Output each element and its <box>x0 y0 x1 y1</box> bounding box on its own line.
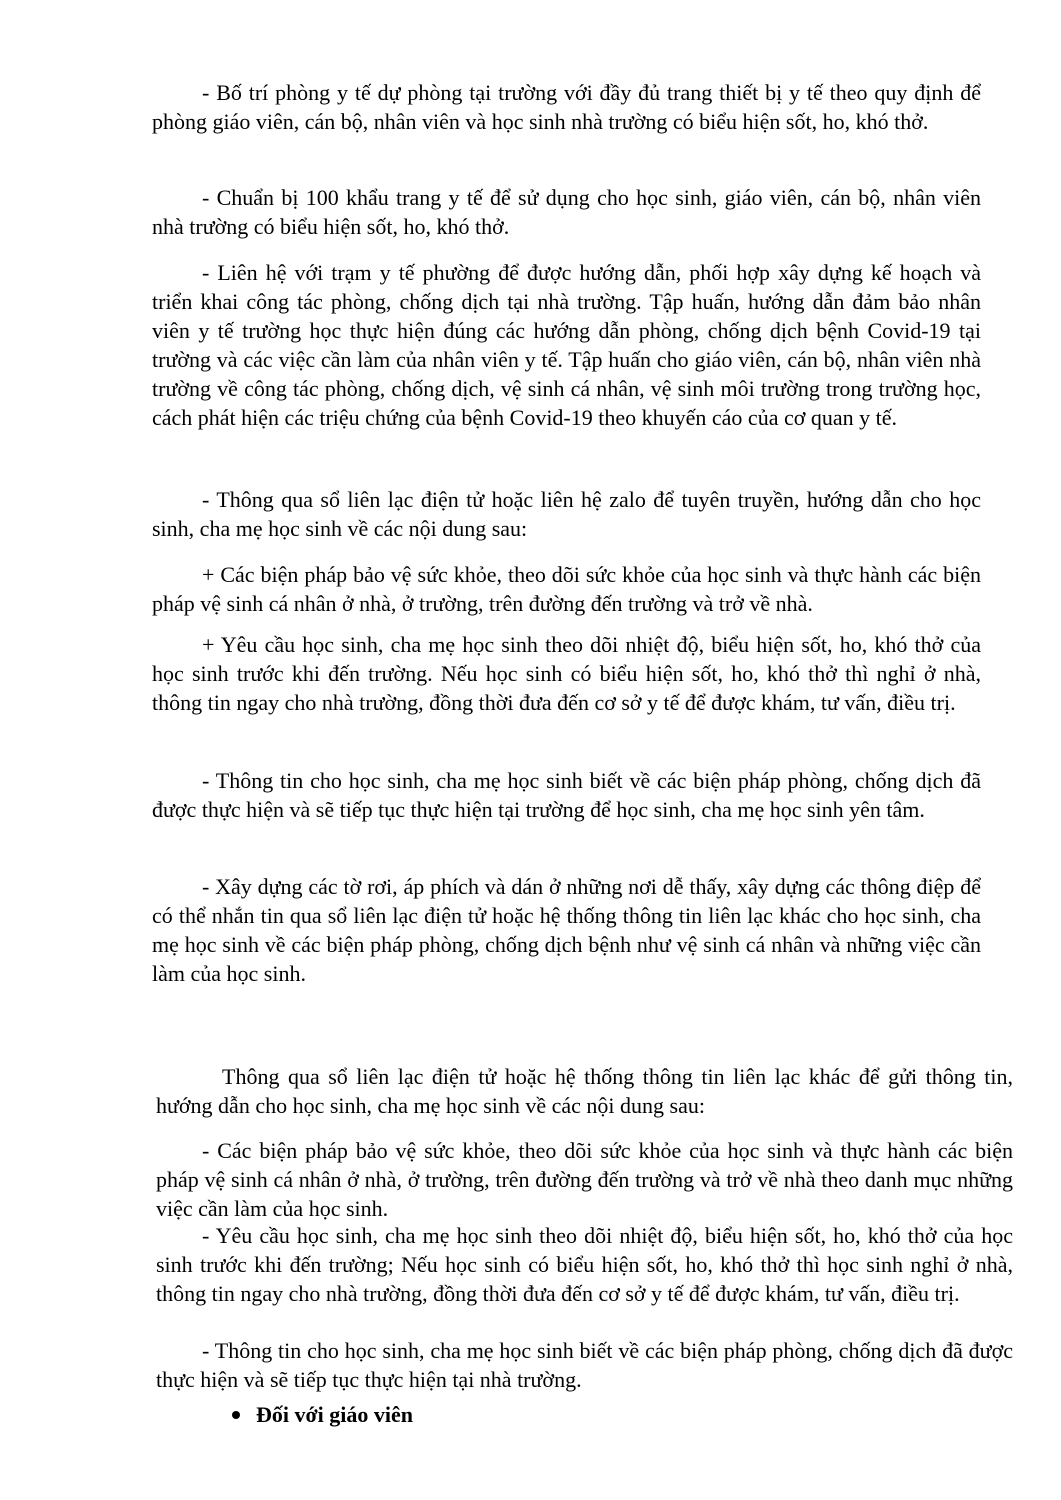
paragraph-temperature-monitoring: + Yêu cầu học sinh, cha mẹ học sinh theo dõi nhiệt độ, biểu hiện sốt, ho, khó thở của học sinh trước khi đến trường. Nếu học sinh có biểu hiện sốt, ho, khó thở thì nghỉ ở nhà, thông tin ngay cho nhà trường, đồng thời đưa đến cơ sở y tế để được khám, tư vấn, điều trị. <box>152 632 981 715</box>
teachers-heading-text: Đối với giáo viên <box>256 1402 414 1427</box>
paragraph-intro-electronic-contact: Thông qua sổ liên lạc điện tử hoặc hệ thống thông tin liên lạc khác để gửi thông tin, hướng dẫn cho học sinh, cha mẹ học sinh về các nội dung sau: <box>156 1064 1013 1118</box>
bullet-icon <box>232 1411 240 1419</box>
paragraph-face-masks: - Chuẩn bị 100 khẩu trang y tế để sử dụng cho học sinh, giáo viên, cán bộ, nhân viên nhà trường có biểu hiện sốt, ho, khó thở. <box>152 185 981 239</box>
teachers-heading <box>232 1400 413 1429</box>
paragraph-health-protection: + Các biện pháp bảo vệ sức khỏe, theo dõi sức khỏe của học sinh và thực hành các biện pháp vệ sinh cá nhân ở nhà, ở trường, trên đường đến trường và trở về nhà. <box>152 562 981 616</box>
paragraph-inform-students: - Thông tin cho học sinh, cha mẹ học sinh biết về các biện pháp phòng, chống dịch đã được thực hiện và sẽ tiếp tục thực hiện tại trường để học sinh, cha mẹ học sinh yên tâm. <box>152 768 981 822</box>
list-item-health-protection: - Các biện pháp bảo vệ sức khỏe, theo dõi sức khỏe của học sinh và thực hành các biện pháp vệ sinh cá nhân ở nhà, ở trường, trên đường đến trường và trở về nhà theo danh mục những việc cần làm của học sinh. <box>156 1138 1013 1221</box>
paragraph-leaflets: - Xây dựng các tờ rơi, áp phích và dán ở những nơi dễ thấy, xây dựng các thông điệp để có thể nhắn tin qua sổ liên lạc điện tử hoặc hệ thống thông tin liên lạc khác cho học sinh, cha mẹ học sinh về các biện pháp phòng, chống dịch bệnh như vệ sinh cá nhân và những việc cần làm của học sinh. <box>152 874 981 986</box>
list-item-inform: - Thông tin cho học sinh, cha mẹ học sinh biết về các biện pháp phòng, chống dịch đã được thực hiện và sẽ tiếp tục thực hiện tại nhà trường. <box>156 1338 1013 1392</box>
paragraph-communication: - Thông qua sổ liên lạc điện tử hoặc liên hệ zalo để tuyên truyền, hướng dẫn cho học sinh, cha mẹ học sinh về các nội dung sau: <box>152 487 981 541</box>
list-item-temperature: - Yêu cầu học sinh, cha mẹ học sinh theo dõi nhiệt độ, biểu hiện sốt, ho, khó thở của học sinh trước khi đến trường; Nếu học sinh có biểu hiện sốt, ho, khó thở thì học sinh nghỉ ở nhà, thông tin ngay cho nhà trường, đồng thời đưa đến cơ sở y tế để được khám, tư vấn, điều trị. <box>156 1223 1013 1306</box>
paragraph-medical-room: - Bố trí phòng y tế dự phòng tại trường với đầy đủ trang thiết bị y tế theo quy định để phòng giáo viên, cán bộ, nhân viên và học sinh nhà trường có biểu hiện sốt, ho, khó thở. <box>152 80 981 134</box>
paragraph-health-station: - Liên hệ với trạm y tế phường để được hướng dẫn, phối hợp xây dựng kế hoạch và triển khai công tác phòng, chống dịch tại nhà trường. Tập huấn, hướng dẫn đảm bảo nhân viên y tế trường học thực hiện đúng các hướng dẫn phòng, chống dịch bệnh Covid-19 tại trường và các việc cần làm của nhân viên y tế. Tập huấn cho giáo viên, cán bộ, nhân viên nhà trường về công tác phòng, chống dịch, vệ sinh cá nhân, vệ sinh môi trường trong trường học, cách phát hiện các triệu chứng của bệnh Covid-19 theo khuyến cáo của cơ quan y tế. <box>152 260 981 430</box>
